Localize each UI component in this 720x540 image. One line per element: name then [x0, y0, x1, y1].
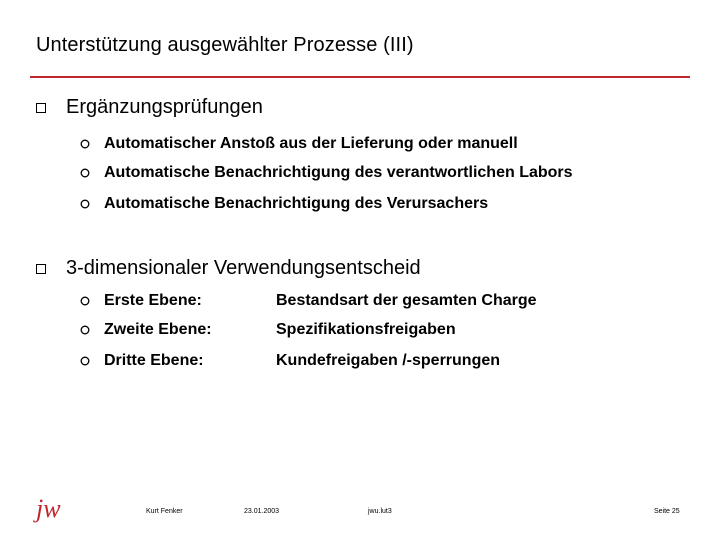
row-label: Zweite Ebene: [104, 321, 212, 338]
row-label: Dritte Ebene: [104, 352, 204, 369]
footer-author: Kurt Fenker [146, 508, 183, 515]
circle-bullet-icon [80, 168, 90, 178]
row-value: Kundefreigaben /-sperrungen [276, 352, 501, 369]
row-label: Erste Ebene: [104, 292, 202, 309]
section-2-bullet [36, 257, 421, 280]
circle-bullet-icon [80, 139, 90, 149]
list-item [80, 321, 212, 339]
slide-title: Unterstützung ausgewählter Prozesse (III) [36, 34, 414, 56]
list-item-text: Automatischer Anstoß aus der Lieferung oder manuell [104, 135, 518, 152]
square-bullet-icon [36, 264, 46, 274]
section-1-heading: Ergänzungsprüfungen [66, 96, 263, 118]
list-item [80, 135, 518, 153]
list-item [80, 164, 573, 182]
row-value: Bestandsart der gesamten Charge [276, 292, 537, 309]
list-item [80, 292, 202, 310]
footer-code: jwu.lut3 [368, 508, 392, 515]
row-value: Spezifikationsfreigaben [276, 321, 456, 338]
list-item [80, 352, 204, 370]
circle-bullet-icon [80, 296, 90, 306]
footer-date: 23.01.2003 [244, 508, 280, 515]
circle-bullet-icon [80, 356, 90, 366]
section-2-heading: 3-dimensionaler Verwendungsentscheid [66, 257, 421, 279]
square-bullet-icon [36, 103, 46, 113]
footer-page-number: Seite 25 [654, 508, 680, 515]
circle-bullet-icon [80, 199, 90, 209]
circle-bullet-icon [80, 325, 90, 335]
list-item [80, 195, 488, 213]
title-divider [30, 76, 690, 78]
logo: jw [36, 494, 61, 523]
section-1-bullet [36, 96, 263, 119]
list-item-text: Automatische Benachrichtigung des Verursachers [104, 195, 489, 212]
list-item-text: Automatische Benachrichtigung des verantwortlichen Labors [104, 164, 573, 181]
